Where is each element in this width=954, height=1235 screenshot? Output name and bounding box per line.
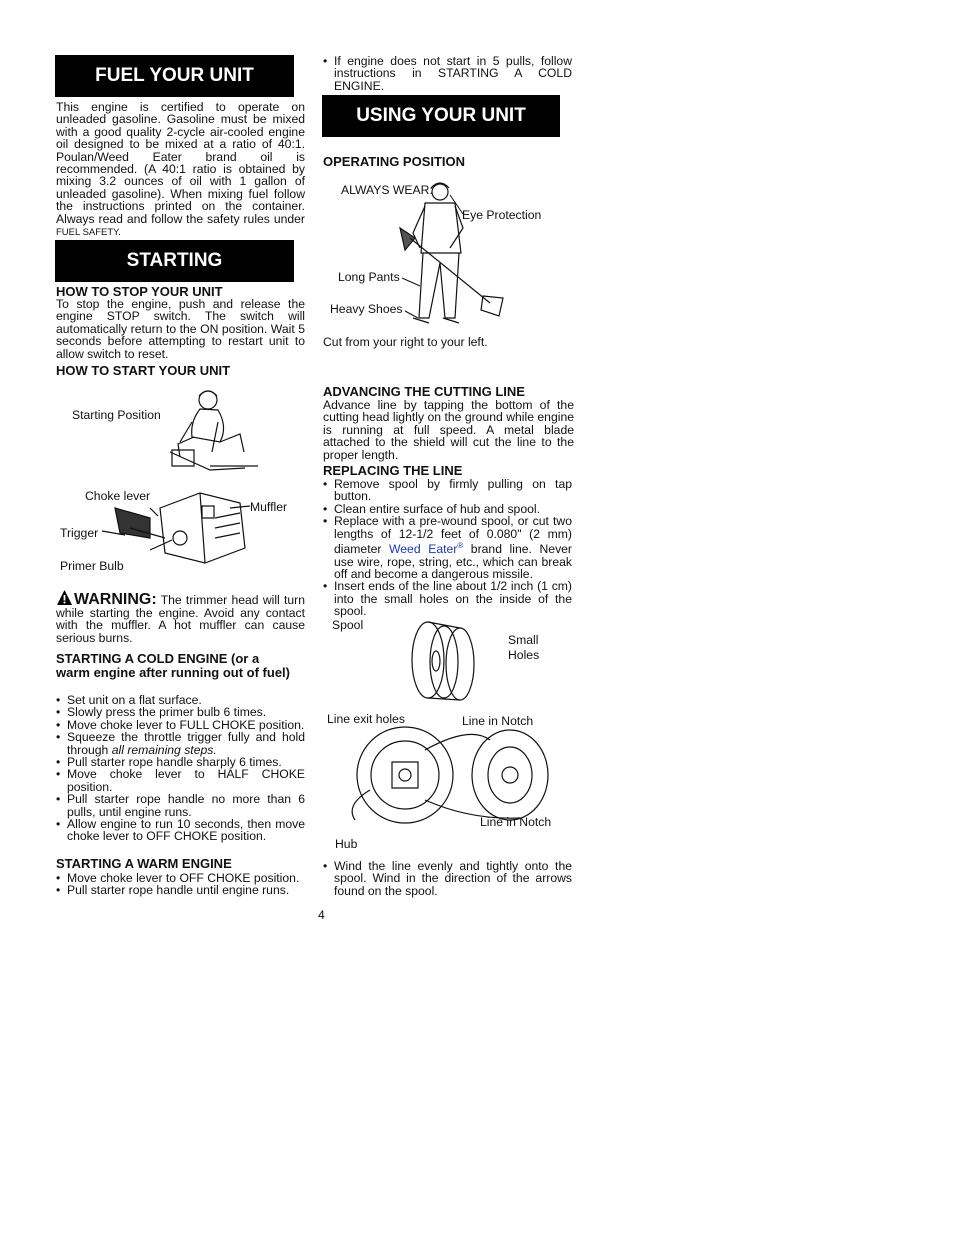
cut-direction-text: Cut from your right to your left. [323, 335, 488, 349]
small-holes-label-2: Holes [508, 648, 540, 662]
cold-step-6: • Move choke lever to HALF CHOKE position. [56, 768, 305, 793]
registered-mark: ® [457, 541, 464, 551]
line-in-notch-label-bottom: Line in Notch [480, 815, 552, 829]
long-pants-label: Long Pants [338, 270, 400, 284]
choke-lever-label: Choke lever [85, 489, 151, 503]
cold-start-title: STARTING A COLD ENGINE (or a warm engine after running out of fuel) [56, 651, 290, 680]
wind-steps [323, 860, 572, 897]
small-holes-label-1: Small [508, 633, 539, 647]
operating-position-title: OPERATING POSITION [323, 154, 466, 169]
start-title: HOW TO START YOUR UNIT [56, 363, 231, 378]
fuel-text-body: This engine is certified to operate on unleaded gasoline. Gasoline must be mixed with a good quality 2-cycle air-cooled engine oil designed to be mixed at a ratio of 40:1. Poulan/Weed Eater brand oil is recommended. (A 40:1 ratio is obtained by mixing 3.2 ounces of oil with 1 gallon of unleaded gasoline). When mixing fuel follow the instructions printed on the container. Always read and follow the safety rules under [56, 100, 305, 226]
primer-bulb-label: Primer Bulb [60, 559, 124, 573]
cold-step-4-text: Squeeze the throttle trigger fully and hold through [67, 730, 305, 757]
replacing-title: REPLACING THE LINE [323, 463, 463, 478]
always-wear-label: ALWAYS WEAR: [341, 183, 433, 197]
replacing-steps [323, 478, 572, 618]
replace-step-4: • Insert ends of the line about 1/2 inch (1 cm) into the small holes on the inside of the spool. [323, 580, 572, 617]
brand-name: Weed Eater [389, 542, 458, 557]
page-number: 4 [318, 908, 325, 922]
warning-label: WARNING: [74, 591, 157, 608]
eye-protection-label: Eye Protection [462, 208, 542, 222]
replace-step-3 [323, 515, 572, 580]
fuel-your-unit-title: FUEL YOUR UNIT [95, 65, 254, 86]
warm-step-1: • Move choke lever to OFF CHOKE position. [56, 872, 305, 884]
replace-step-3-b: brand line. Never use wire, rope, string, etc., which can break off and become a dangerous missile. [334, 542, 572, 581]
cold-step-2: • Slowly press the primer bulb 6 times. [56, 706, 305, 718]
using-your-unit-title: USING YOUR UNIT [356, 105, 526, 126]
top-bullet: • If engine does not start in 5 pulls, follow instructions in STARTING A COLD ENGINE. [323, 55, 572, 92]
line-exit-holes-label: Line exit holes [327, 712, 405, 726]
cold-step-1: • Set unit on a flat surface. [56, 694, 305, 706]
cold-step-3: • Move choke lever to FULL CHOKE position. [56, 719, 305, 731]
starting-position-label: Starting Position [72, 408, 161, 422]
starting-title: STARTING [126, 250, 223, 271]
hub-label: Hub [335, 837, 358, 851]
wind-step: • Wind the line evenly and tightly onto the spool. Wind in the direction of the arrows found on the spool. [323, 860, 572, 897]
cold-step-5: • Pull starter rope handle sharply 6 times. [56, 756, 305, 768]
advancing-text: Advance line by tapping the bottom of the cutting head lightly on the ground while engine is running at full speed. A metal blade attached to the shield will cut the line to the proper length. [323, 398, 574, 462]
fuel-safety-ref: FUEL SAFETY. [56, 227, 121, 239]
trigger-label: Trigger [60, 526, 99, 540]
spool-illustration [400, 618, 490, 708]
muffler-label: Muffler [250, 500, 288, 514]
cold-step-8: • Allow engine to run 10 seconds, then move choke lever to OFF CHOKE position. [56, 818, 305, 843]
line-in-notch-label-top: Line in Notch [462, 714, 534, 728]
stop-title: HOW TO STOP YOUR UNIT [56, 284, 223, 299]
heavy-shoes-label: Heavy Shoes [330, 302, 403, 316]
advancing-title: ADVANCING THE CUTTING LINE [323, 384, 525, 399]
replace-step-1: • Remove spool by firmly pulling on tap button. [323, 478, 572, 503]
cold-step-7: • Pull starter rope handle no more than 6 pulls, until engine runs. [56, 793, 305, 818]
replace-step-2: • Clean entire surface of hub and spool. [323, 503, 572, 515]
warm-step-2: • Pull starter rope handle until engine runs. [56, 884, 305, 896]
warning-text: The trimmer head will turn while starting the engine. Avoid any contact with the muffler. A hot muffler can cause serious burns. [56, 593, 305, 645]
spool-label: Spool [332, 618, 364, 632]
warm-start-title: STARTING A WARM ENGINE [56, 856, 232, 871]
replace-step-3-a: Replace with a pre-wound spool, or cut two lengths of 12-1/2 feet of 0.080" (2 mm) diameter [334, 514, 572, 557]
cold-step-4-italic: all remaining steps. [111, 742, 217, 757]
stop-text: To stop the engine, push and release the engine STOP switch. The switch will automatically return to the ON position. Wait 5 seconds before attempting to restart unit to allow switch to reset. [56, 297, 305, 361]
